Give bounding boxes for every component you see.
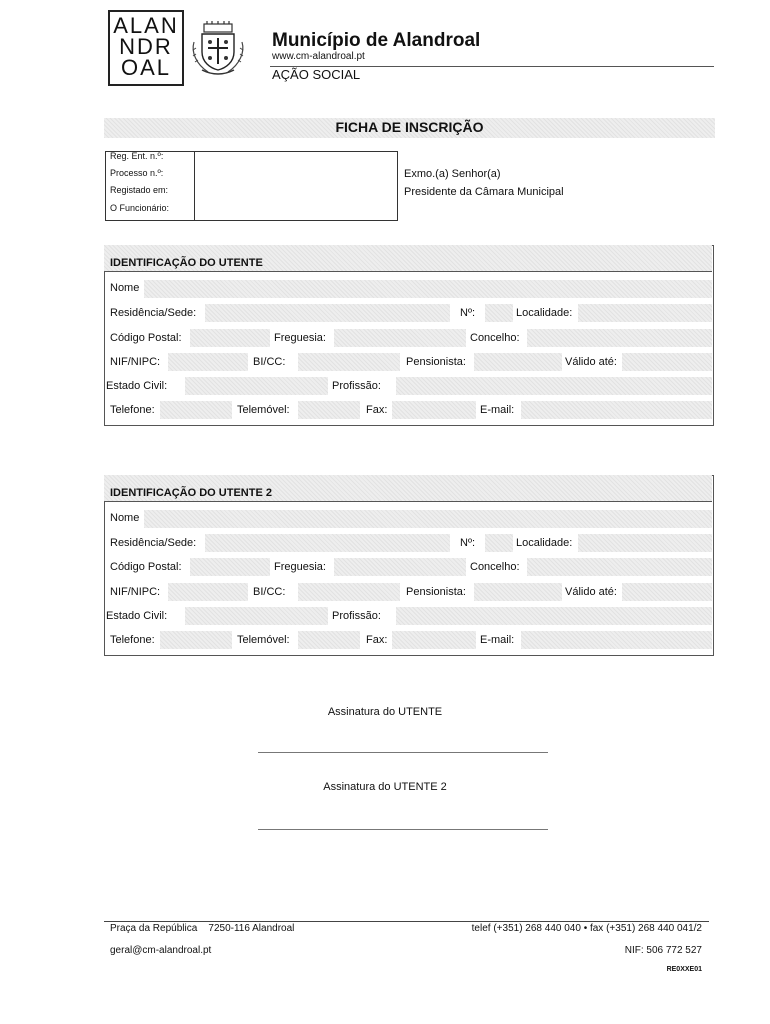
localidade-label: Localidade: [516,307,573,319]
pensionista-2-label: Pensionista: [406,586,466,598]
funcionario-label: O Funcionário: [110,203,170,213]
department-name: AÇÃO SOCIAL [272,67,361,82]
valido-2-label: Válido até: [565,586,617,598]
email-2-field[interactable] [521,631,712,649]
codigo-postal-label: Código Postal: [110,332,182,344]
signature-utente-2-label: Assinatura do UTENTE 2 [323,781,447,793]
pensionista-label: Pensionista: [406,356,466,368]
numero-2-field[interactable] [485,534,513,552]
concelho-label: Concelho: [470,332,520,344]
freguesia-label: Freguesia: [274,332,326,344]
profissao-2-field[interactable] [396,607,712,625]
telemovel-label: Telemóvel: [237,404,290,416]
logo-line-3: OAL [120,55,172,80]
nif-2-field[interactable] [168,583,248,601]
numero-field[interactable] [485,304,513,322]
nif-2-label: NIF/NIPC: [110,586,161,598]
profissao-2-label: Profissão: [332,610,381,622]
footer-nif: NIF: 506 772 527 [624,945,702,956]
footer-email[interactable]: geral@cm-alandroal.pt [110,945,212,956]
municipality-name: Município de Alandroal [272,30,481,51]
codigo-postal-field[interactable] [190,329,270,347]
signature-utente-2-line[interactable] [258,829,548,830]
website-link[interactable]: www.cm-alandroal.pt [272,51,365,62]
profissao-field[interactable] [396,377,712,395]
estado-civil-2-field[interactable] [185,607,328,625]
telefone-2-label: Telefone: [110,634,155,646]
residencia-field[interactable] [205,304,450,322]
localidade-field[interactable] [578,304,712,322]
email-field[interactable] [521,401,712,419]
logo-line-2: NDR [119,34,173,59]
fax-2-field[interactable] [392,631,476,649]
residencia-2-field[interactable] [205,534,450,552]
signature-utente-label: Assinatura do UTENTE [327,706,443,718]
bi-label: BI/CC: [253,356,286,368]
fax-2-label: Fax: [366,634,388,646]
localidade-2-label: Localidade: [516,537,573,549]
logo-line-1: ALAN [113,13,179,38]
footer-divider [104,921,709,922]
concelho-2-label: Concelho: [470,561,520,573]
nif-label: NIF/NIPC: [110,356,161,368]
telefone-field[interactable] [160,401,232,419]
residencia-label: Residência/Sede: [110,307,197,319]
codigo-postal-2-field[interactable] [190,558,270,576]
form-title: FICHA DE INSCRIÇÃO [335,119,484,135]
footer-address: Praça da República 7250-116 Alandroal [110,923,295,934]
processo-label: Processo n.º: [110,168,164,178]
freguesia-2-label: Freguesia: [274,561,326,573]
localidade-2-field[interactable] [578,534,712,552]
concelho-field[interactable] [527,329,712,347]
telefone-2-field[interactable] [160,631,232,649]
bi-2-field[interactable] [298,583,400,601]
telemovel-2-field[interactable] [298,631,360,649]
valido-2-field[interactable] [622,583,712,601]
greeting-line-1: Exmo.(a) Senhor(a) [404,168,501,180]
estado-civil-2-label: Estado Civil: [106,610,168,622]
codigo-postal-2-label: Código Postal: [110,561,182,573]
concelho-2-field[interactable] [527,558,712,576]
nome-label: Nome [110,282,140,294]
nome-2-field[interactable] [144,510,712,528]
nome-2-label: Nome [110,512,140,524]
fax-field[interactable] [392,401,476,419]
municipality-logo [108,10,184,86]
freguesia-2-field[interactable] [334,558,466,576]
residencia-2-label: Residência/Sede: [110,537,197,549]
valido-field[interactable] [622,353,712,371]
section-utente-2-title: IDENTIFICAÇÃO DO UTENTE 2 [110,487,272,499]
email-label: E-mail: [480,404,515,416]
numero-2-label: Nº: [460,537,476,549]
footer-phone: telef (+351) 268 440 040 • fax (+351) 268 440 041/2 [471,923,702,934]
pensionista-2-field[interactable] [474,583,562,601]
nif-field[interactable] [168,353,248,371]
freguesia-field[interactable] [334,329,466,347]
valido-label: Válido até: [565,356,617,368]
registry-entry-field[interactable] [196,152,395,218]
fax-label: Fax: [366,404,388,416]
telemovel-field[interactable] [298,401,360,419]
telefone-label: Telefone: [110,404,155,416]
email-2-label: E-mail: [480,634,515,646]
bi-2-label: BI/CC: [253,586,286,598]
reg-ent-label: Reg. Ent. n.º: [110,151,164,161]
estado-civil-label: Estado Civil: [106,380,168,392]
section-utente-title: IDENTIFICAÇÃO DO UTENTE [110,257,263,269]
signature-utente-line[interactable] [258,752,548,753]
registado-label: Registado em: [110,185,169,195]
bi-field[interactable] [298,353,400,371]
estado-civil-field[interactable] [185,377,328,395]
telemovel-2-label: Telemóvel: [237,634,290,646]
municipal-crest-icon [190,20,246,78]
form-code: RE0XXE01 [666,966,702,973]
profissao-label: Profissão: [332,380,381,392]
greeting-line-2: Presidente da Câmara Municipal [404,186,564,198]
pensionista-field[interactable] [474,353,562,371]
numero-label: Nº: [460,307,476,319]
nome-field[interactable] [144,280,712,298]
registry-divider [194,151,195,220]
